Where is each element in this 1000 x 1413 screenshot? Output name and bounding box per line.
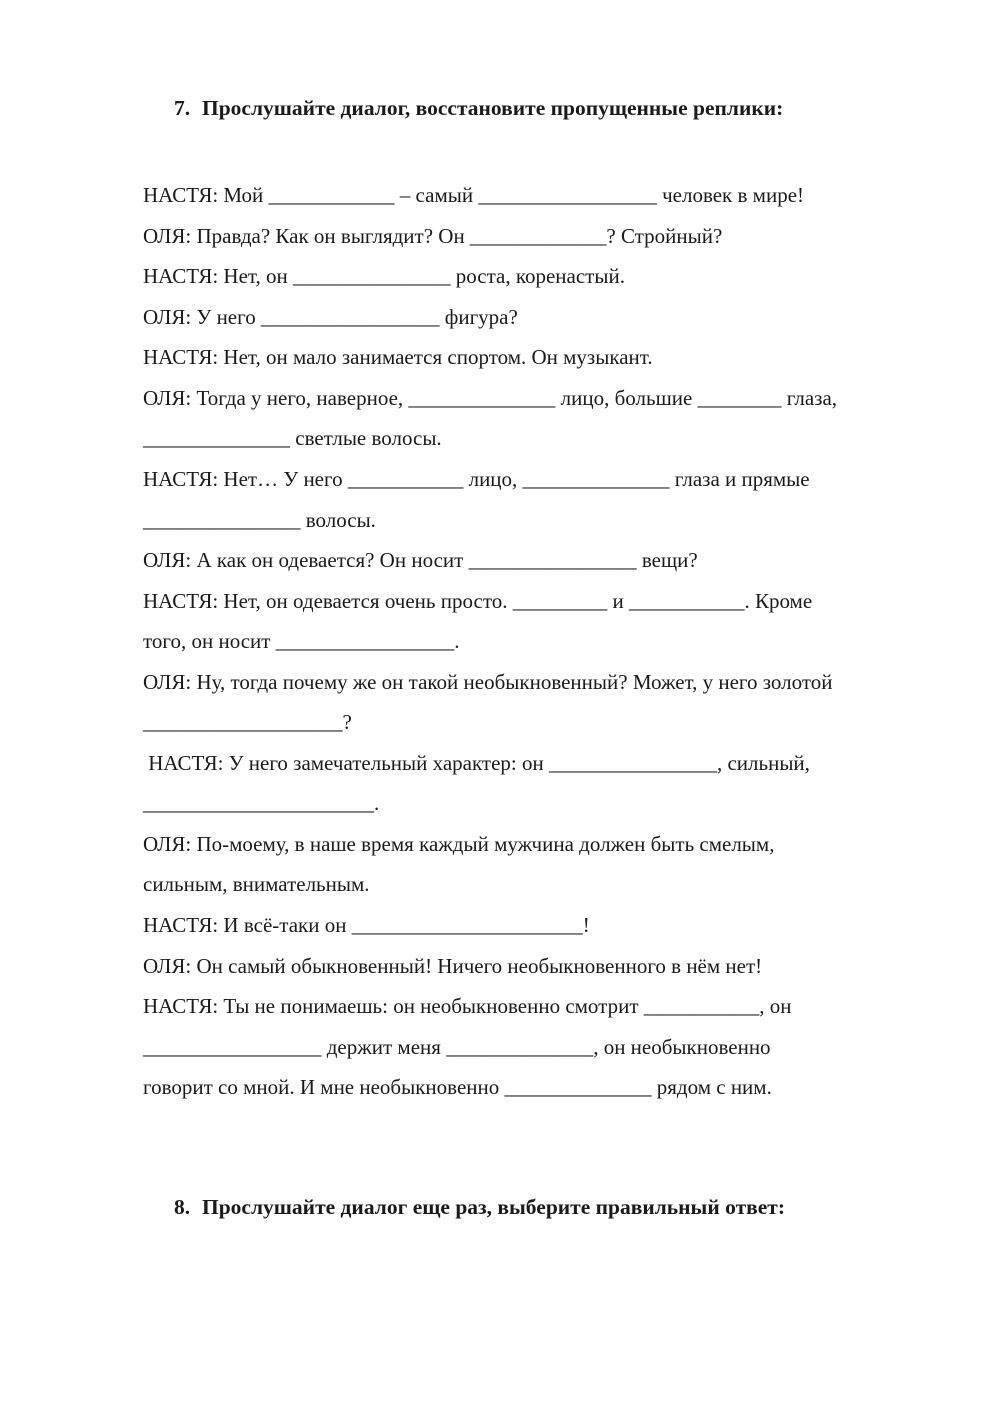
dialogue-line-13: ОЛЯ: Ну, тогда почему же он такой необыкновенный? Может, у него золотой [143, 670, 833, 694]
dialogue-line-8: НАСТЯ: Нет… У него ___________ лицо, ______________ глаза и прямые [143, 467, 810, 491]
dialogue-line-5: НАСТЯ: Нет, он мало занимается спортом. Он музыкант. [143, 345, 653, 369]
dialogue-line-21: НАСТЯ: Ты не понимаешь: он необыкновенно смотрит ___________, он [143, 994, 792, 1018]
dialogue-line-15: НАСТЯ: У него замечательный характер: он ________________, сильный, [143, 751, 810, 775]
dialogue-line-3: НАСТЯ: Нет, он _______________ роста, коренастый. [143, 264, 625, 288]
dialogue-line-6: ОЛЯ: Тогда у него, наверное, ______________ лицо, большие ________ глаза, [143, 386, 838, 410]
task-7-heading [174, 96, 783, 121]
dialogue-line-19: НАСТЯ: И всё-таки он ______________________! [143, 913, 590, 937]
dialogue-line-16: ______________________. [143, 791, 380, 815]
dialogue-line-14: ___________________? [143, 710, 352, 734]
dialogue-line-23: говорит со мной. И мне необыкновенно ______________ рядом с ним. [143, 1075, 772, 1099]
dialogue-line-9: _______________ волосы. [143, 508, 376, 532]
task-7-title: Прослушайте диалог, восстановите пропущенные реплики: [202, 96, 784, 120]
dialogue-line-12: того, он носит _________________. [143, 629, 460, 653]
task-8-title: Прослушайте диалог еще раз, выберите правильный ответ: [202, 1195, 786, 1219]
dialogue-line-17: ОЛЯ: По-моему, в наше время каждый мужчина должен быть смелым, [143, 832, 775, 856]
dialogue-line-18: сильным, внимательным. [143, 872, 370, 896]
dialogue-line-7: ______________ светлые волосы. [143, 426, 442, 450]
dialogue-line-11: НАСТЯ: Нет, он одевается очень просто. _________ и ___________. Кроме [143, 589, 813, 613]
dialogue-line-22: _________________ держит меня ______________, он необыкновенно [143, 1035, 771, 1059]
dialogue-line-10: ОЛЯ: А как он одевается? Он носит ________________ вещи? [143, 548, 698, 572]
task-8-heading [174, 1195, 785, 1220]
dialogue-line-20: ОЛЯ: Он самый обыкновенный! Ничего необыкновенного в нём нет! [143, 954, 763, 978]
task-8-number: 8. [174, 1195, 191, 1219]
dialogue-line-2: ОЛЯ: Правда? Как он выглядит? Он _____________? Стройный? [143, 224, 723, 248]
task-7-number: 7. [174, 96, 191, 120]
dialogue-line-1: НАСТЯ: Мой ____________ – самый _________________ человек в мире! [143, 183, 805, 207]
dialogue-line-4: ОЛЯ: У него _________________ фигура? [143, 305, 518, 329]
